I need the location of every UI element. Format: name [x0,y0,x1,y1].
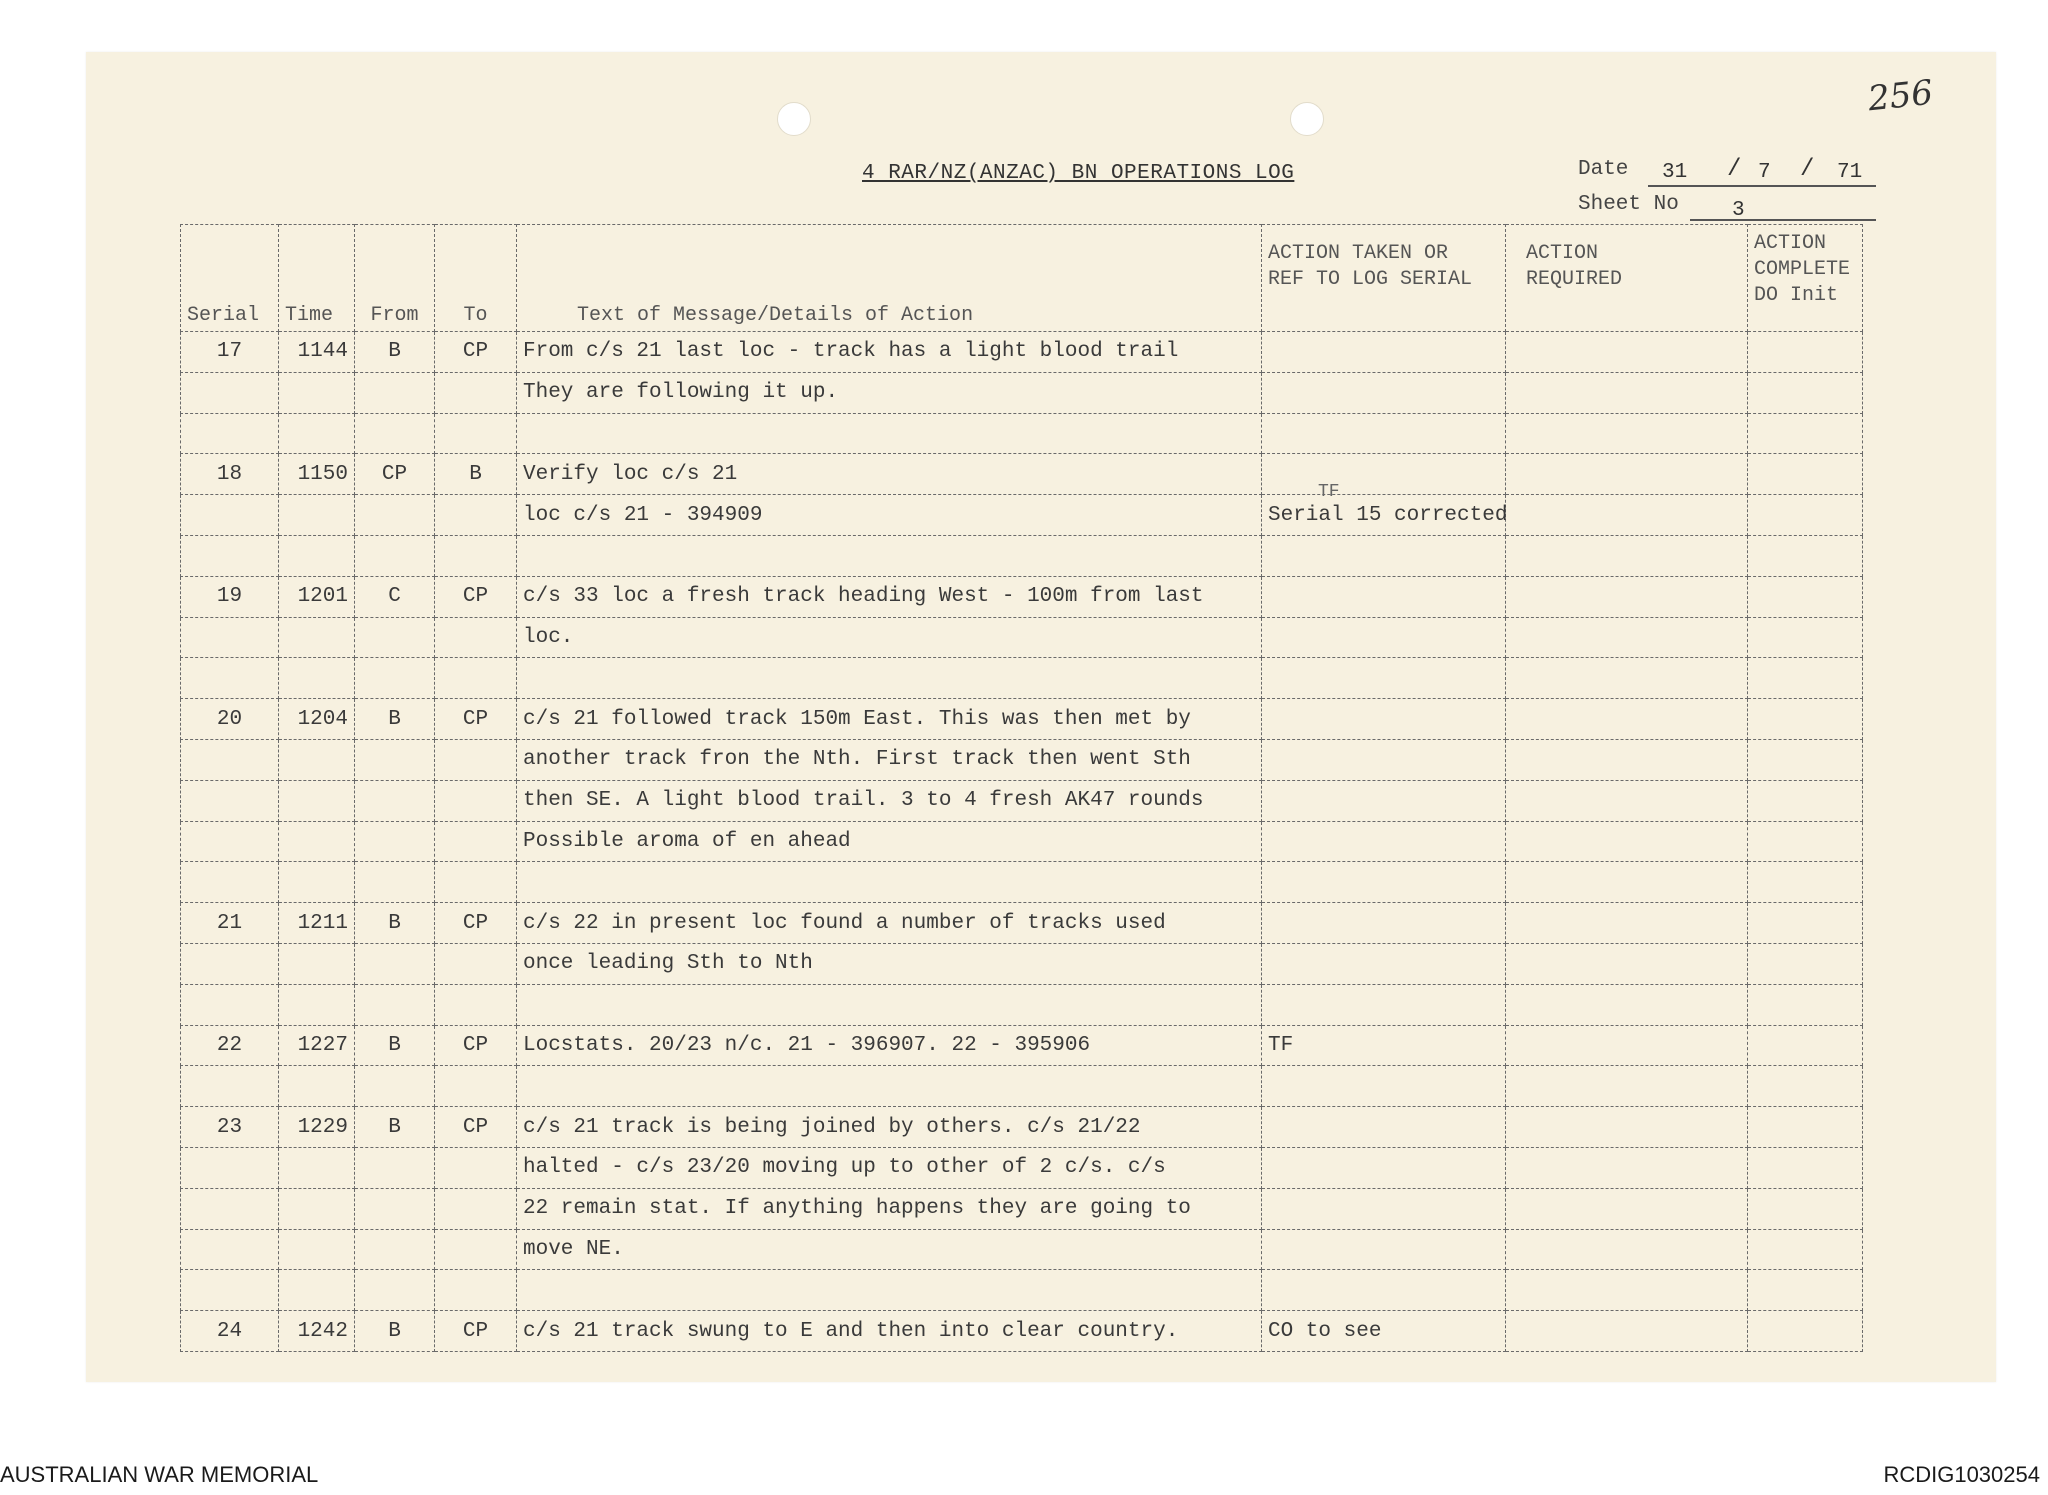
cell-from: CP [355,454,435,495]
cell-action-complete [1748,780,1863,821]
cell-time: 1229 [279,1107,355,1148]
cell-to: CP [435,1107,517,1148]
header-action-taken-line2: REF TO LOG SERIAL [1268,268,1473,291]
header-from: From [355,225,435,332]
header-action-taken [1262,225,1506,332]
date-label: Date [1578,158,1629,181]
cell-from [355,1270,435,1311]
cell-action-required [1506,943,1748,984]
cell-message [517,984,1262,1025]
cell-action-taken [1262,481,1508,536]
cell-time [279,739,355,780]
cell-action-taken [1262,1147,1506,1188]
cell-time [279,862,355,903]
table-row [181,1066,1863,1107]
cell-to [435,739,517,780]
cell-action-required [1506,617,1748,658]
cell-time [279,372,355,413]
cell-from [355,739,435,780]
cell-time [279,658,355,699]
cell-to [435,943,517,984]
cell-action-taken [1262,780,1506,821]
header-action-taken-line1: ACTION TAKEN OR [1268,242,1449,265]
cell-message: c/s 21 track is being joined by others. c/s 21/22 [517,1107,1262,1148]
cell-time [279,821,355,862]
cell-action-taken [1262,617,1506,658]
cell-action-complete [1748,1025,1863,1066]
header-to: To [435,225,517,332]
cell-action-complete [1748,821,1863,862]
cell-action-taken [1262,658,1506,699]
sheet-number: 3 [1732,199,1745,222]
cell-from [355,535,435,576]
table-row [181,617,1863,658]
punch-hole-right [1290,102,1324,136]
cell-message [517,413,1262,454]
cell-from [355,372,435,413]
cell-to: CP [435,1311,517,1352]
cell-time: 1227 [279,1025,355,1066]
header-serial: Serial [181,225,279,332]
cell-action-required [1506,1147,1748,1188]
cell-to: B [435,454,517,495]
table-row [181,984,1863,1025]
header-action-required-line1: ACTION [1526,242,1599,265]
cell-action-complete [1748,658,1863,699]
cell-message: They are following it up. [517,372,1262,413]
cell-message: Possible aroma of en ahead [517,821,1262,862]
cell-action-required [1506,1311,1748,1352]
cell-to [435,372,517,413]
cell-action-required [1506,658,1748,699]
table-row [181,1025,1863,1066]
cell-action-taken [1262,413,1506,454]
cell-serial [181,535,279,576]
cell-action-required [1506,1270,1748,1311]
cell-serial [181,413,279,454]
date-separator: / [1800,156,1815,183]
table-row [181,372,1863,413]
cell-serial [181,658,279,699]
header-action-complete-line3: DO Init [1754,284,1839,307]
table-row [181,699,1863,740]
cell-action-complete [1748,862,1863,903]
action-taken-block [1268,481,1508,527]
table-row [181,1311,1863,1352]
cell-from [355,780,435,821]
cell-to: CP [435,903,517,944]
cell-from [355,495,435,536]
date-year: 71 [1837,161,1863,184]
cell-serial: 17 [181,332,279,373]
cell-action-required [1506,862,1748,903]
cell-message: From c/s 21 last loc - track has a light blood trail [517,332,1262,373]
cell-action-complete [1748,984,1863,1025]
cell-to [435,617,517,658]
cell-action-required [1506,332,1748,373]
cell-action-taken [1262,576,1506,617]
cell-action-required [1506,821,1748,862]
cell-to: CP [435,576,517,617]
cell-to [435,1147,517,1188]
cell-action-taken [1262,862,1506,903]
cell-action-taken [1262,821,1506,862]
cell-action-taken [1262,454,1506,495]
cell-from [355,1147,435,1188]
cell-action-required [1506,903,1748,944]
cell-time [279,413,355,454]
cell-action-complete [1748,372,1863,413]
cell-action-complete [1748,413,1863,454]
date-month: 7 [1758,161,1771,184]
cell-from: B [355,1025,435,1066]
cell-from [355,1066,435,1107]
cell-message: then SE. A light blood trail. 3 to 4 fresh AK47 rounds [517,780,1262,821]
cell-serial [181,372,279,413]
cell-to [435,780,517,821]
cell-message: Verify loc c/s 21 [517,454,1262,495]
table-row [181,413,1863,454]
cell-action-complete [1748,1147,1863,1188]
cell-action-required [1506,454,1748,495]
cell-action-complete [1748,535,1863,576]
cell-action-complete [1748,332,1863,373]
cell-action-taken [1262,535,1506,576]
cell-action-taken [1262,372,1506,413]
cell-time: 1201 [279,576,355,617]
cell-from [355,862,435,903]
cell-action-taken [1262,1188,1506,1229]
cell-time [279,1147,355,1188]
cell-to [435,1229,517,1270]
cell-serial [181,862,279,903]
cell-serial [181,495,279,536]
cell-action-required [1506,372,1748,413]
page-title: 4 RAR/NZ(ANZAC) BN OPERATIONS LOG [862,162,1295,185]
cell-action-required [1506,495,1748,536]
cell-action-required [1506,1066,1748,1107]
table-row [181,862,1863,903]
cell-time [279,943,355,984]
cell-message [517,658,1262,699]
cell-action-taken: TF [1262,1025,1506,1066]
cell-action-complete [1748,495,1863,536]
header-action-complete-line2: COMPLETE [1754,258,1851,281]
cell-serial: 18 [181,454,279,495]
cell-from [355,1188,435,1229]
cell-serial [181,1066,279,1107]
cell-to: CP [435,699,517,740]
cell-action-required [1506,739,1748,780]
table-row [181,1188,1863,1229]
cell-serial: 19 [181,576,279,617]
cell-message: move NE. [517,1229,1262,1270]
cell-time: 1211 [279,903,355,944]
header-text: Text of Message/Details of Action [517,225,1262,332]
cell-serial [181,617,279,658]
cell-action-taken [1262,1107,1506,1148]
cell-from: B [355,699,435,740]
cell-serial: 20 [181,699,279,740]
cell-action-taken [1262,943,1506,984]
cell-from [355,617,435,658]
cell-from [355,1229,435,1270]
date-separator: / [1727,156,1742,183]
cell-time [279,617,355,658]
table-row [181,1107,1863,1148]
footer-archive-name: AUSTRALIAN WAR MEMORIAL [0,1462,319,1487]
cell-action-taken [1262,903,1506,944]
cell-action-complete [1748,1229,1863,1270]
operations-log-table [180,224,1863,1352]
sheet-label: Sheet No [1578,193,1679,216]
sheet-underline [1690,219,1876,221]
table-row [181,332,1863,373]
page-number: 256 [1866,72,1935,120]
cell-time [279,535,355,576]
table-row [181,943,1863,984]
action-taken-text: Serial 15 corrected [1268,503,1508,527]
cell-time [279,495,355,536]
cell-action-taken [1262,1066,1506,1107]
table-row [181,1147,1863,1188]
cell-from: C [355,576,435,617]
cell-time: 1144 [279,332,355,373]
cell-action-complete [1748,943,1863,984]
table-row [181,1229,1863,1270]
cell-from [355,413,435,454]
date-underline [1648,185,1876,187]
table-row [181,576,1863,617]
header-action-complete-line1: ACTION [1754,232,1827,255]
cell-message [517,535,1262,576]
cell-serial: 21 [181,903,279,944]
cell-time [279,1066,355,1107]
cell-action-taken [1262,984,1506,1025]
cell-from [355,943,435,984]
cell-message [517,1066,1262,1107]
cell-serial [181,984,279,1025]
table-row [181,739,1863,780]
cell-serial [181,943,279,984]
cell-message: loc. [517,617,1262,658]
punch-hole-left [777,102,811,136]
table-row [181,821,1863,862]
cell-message: c/s 33 loc a fresh track heading West - 100m from last [517,576,1262,617]
cell-from: B [355,903,435,944]
cell-to [435,984,517,1025]
cell-action-required [1506,535,1748,576]
table-header-row [181,225,1863,332]
cell-action-complete [1748,903,1863,944]
cell-action-taken [1262,1270,1506,1311]
cell-to: CP [435,1025,517,1066]
header-action-required-line2: REQUIRED [1526,268,1623,291]
cell-action-complete [1748,617,1863,658]
cell-from [355,821,435,862]
table-row [181,658,1863,699]
cell-time: 1150 [279,454,355,495]
cell-to [435,535,517,576]
cell-action-taken: CO to see [1262,1311,1506,1352]
cell-action-complete [1748,1311,1863,1352]
cell-serial [181,821,279,862]
cell-message: another track fron the Nth. First track then went Sth [517,739,1262,780]
cell-time [279,1188,355,1229]
cell-action-taken [1262,739,1506,780]
header-action-complete [1748,225,1863,332]
cell-from: B [355,1107,435,1148]
cell-to [435,1188,517,1229]
cell-message: c/s 21 followed track 150m East. This was then met by [517,699,1262,740]
footer-record-id: RCDIG1030254 [1883,1462,2040,1487]
table-body [181,332,1863,1352]
cell-message: once leading Sth to Nth [517,943,1262,984]
cell-action-required [1506,413,1748,454]
cell-serial: 23 [181,1107,279,1148]
cell-to: CP [435,332,517,373]
cell-time [279,984,355,1025]
cell-message [517,862,1262,903]
cell-action-required [1506,1107,1748,1148]
cell-from [355,658,435,699]
cell-action-required [1506,576,1748,617]
table-row [181,535,1863,576]
table-row [181,1270,1863,1311]
table-row [181,780,1863,821]
table-row [181,454,1863,495]
cell-time [279,1270,355,1311]
cell-to [435,658,517,699]
cell-action-taken [1262,1229,1506,1270]
cell-message: c/s 21 track swung to E and then into clear country. [517,1311,1262,1352]
cell-action-required [1506,1229,1748,1270]
cell-action-required [1506,984,1748,1025]
cell-message [517,1270,1262,1311]
cell-from [355,984,435,1025]
cell-serial [181,1270,279,1311]
cell-action-complete [1748,1188,1863,1229]
cell-time: 1204 [279,699,355,740]
cell-action-required [1506,699,1748,740]
date-day: 31 [1662,161,1688,184]
cell-action-complete [1748,454,1863,495]
cell-action-taken [1262,332,1506,373]
cell-serial [181,739,279,780]
cell-serial [181,1147,279,1188]
table-row [181,495,1863,536]
cell-from: B [355,1311,435,1352]
cell-to [435,1066,517,1107]
cell-serial [181,780,279,821]
cell-action-complete [1748,739,1863,780]
cell-action-complete [1748,1107,1863,1148]
cell-to [435,862,517,903]
cell-to [435,495,517,536]
header-action-required [1506,225,1748,332]
cell-serial [181,1229,279,1270]
cell-message: c/s 22 in present loc found a number of tracks used [517,903,1262,944]
cell-action-taken [1262,699,1506,740]
cell-to [435,821,517,862]
table-row [181,903,1863,944]
cell-message: loc c/s 21 - 394909 [517,495,1262,536]
cell-time [279,780,355,821]
cell-message: 22 remain stat. If anything happens they are going to [517,1188,1262,1229]
cell-message: halted - c/s 23/20 moving up to other of 2 c/s. c/s [517,1147,1262,1188]
cell-message: Locstats. 20/23 n/c. 21 - 396907. 22 - 395906 [517,1025,1262,1066]
initials-stamp: TF [1318,481,1340,502]
cell-time [279,1229,355,1270]
cell-to [435,413,517,454]
cell-action-complete [1748,699,1863,740]
cell-action-complete [1748,1270,1863,1311]
cell-serial: 24 [181,1311,279,1352]
cell-serial: 22 [181,1025,279,1066]
cell-action-complete [1748,576,1863,617]
cell-action-complete [1748,1066,1863,1107]
cell-action-required [1506,1025,1748,1066]
cell-action-required [1506,1188,1748,1229]
cell-serial [181,1188,279,1229]
cell-from: B [355,332,435,373]
cell-action-required [1506,780,1748,821]
cell-to [435,1270,517,1311]
cell-time: 1242 [279,1311,355,1352]
header-time: Time [279,225,355,332]
